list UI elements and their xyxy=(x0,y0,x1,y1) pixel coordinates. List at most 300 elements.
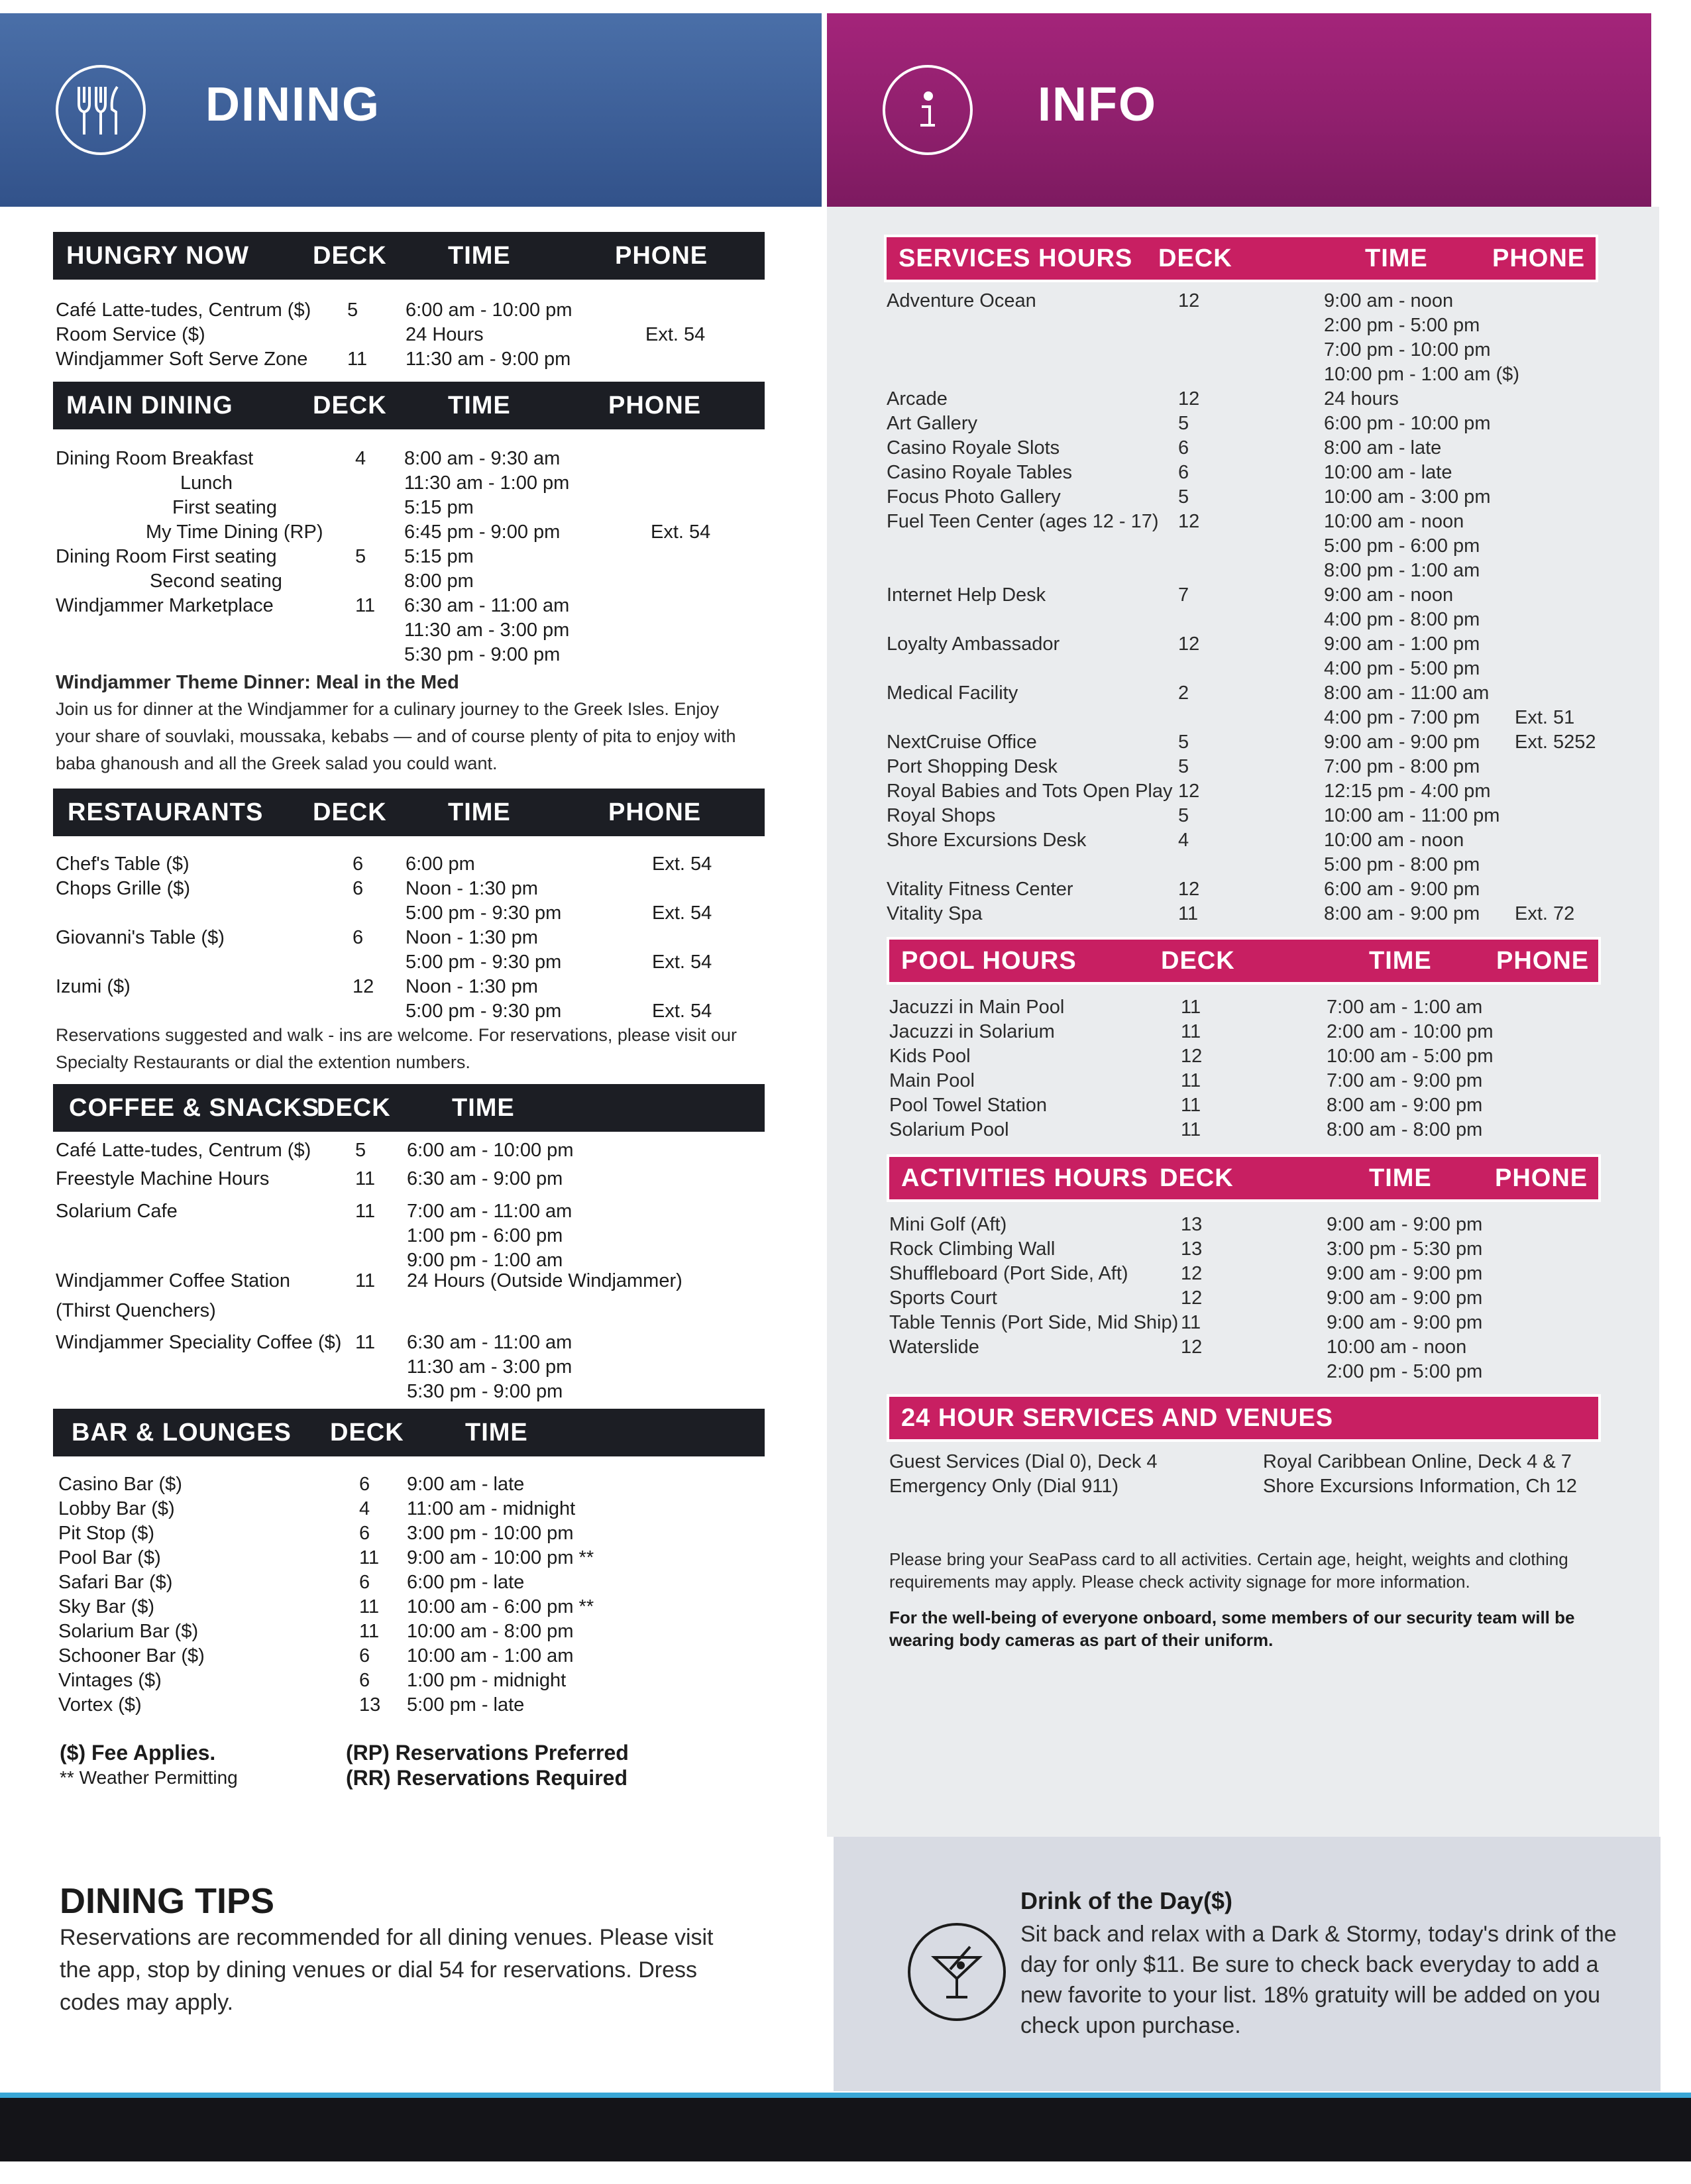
cell-time: 8:00 pm xyxy=(404,571,474,592)
cell-name: Izumi ($) xyxy=(56,976,131,997)
table-row xyxy=(56,926,765,950)
table-row xyxy=(56,950,765,975)
cell-time: 6:30 am - 11:00 am xyxy=(407,1332,573,1353)
cell-deck: 11 xyxy=(1181,1095,1201,1116)
cell-time: 11:30 am - 9:00 pm xyxy=(406,349,571,370)
table-row xyxy=(887,534,1596,559)
table-row xyxy=(56,569,765,594)
cell-deck: 11 xyxy=(355,1201,376,1222)
cell-deck: 11 xyxy=(1181,1021,1201,1042)
cell-time: 6:00 am - 9:00 pm xyxy=(1324,879,1480,900)
cell-deck: 12 xyxy=(1181,1046,1203,1067)
seapass-note: Please bring your SeaPass card to all activities. Certain age, height, weights and clothing requirements may apply. Please check activity signage for more information. xyxy=(889,1549,1568,1592)
cell-name: Solarium Bar ($) xyxy=(58,1621,199,1642)
cell-time: 8:00 am - 11:00 am xyxy=(1324,682,1490,704)
table-row xyxy=(887,828,1596,853)
cell-time: 9:00 am - 9:00 pm xyxy=(1327,1263,1483,1284)
cell-deck: 5 xyxy=(1178,805,1189,826)
cell-deck: 5 xyxy=(355,1140,366,1161)
cell-time: 5:15 pm xyxy=(404,546,474,567)
hungry-now-header: HUNGRY NOW DECK TIME PHONE xyxy=(53,232,765,280)
restaurants-list xyxy=(56,852,765,1024)
cell-time: 10:00 am - 5:00 pm xyxy=(1327,1046,1494,1067)
cell-deck: 11 xyxy=(347,349,368,370)
cell-deck: 12 xyxy=(1178,633,1200,655)
cell-time: 5:00 pm - 6:00 pm xyxy=(1324,535,1480,557)
cell-deck: 6 xyxy=(1178,462,1189,483)
table-row xyxy=(58,1668,765,1693)
cell-phone: Ext. 54 xyxy=(652,952,712,973)
table-row xyxy=(889,1093,1598,1118)
cell-phone: Ext. 54 xyxy=(652,853,712,875)
cell-deck: 4 xyxy=(1178,830,1189,851)
legend-rr: (RR) Reservations Required xyxy=(346,1766,627,1790)
cell-time: 8:00 am - 9:00 pm xyxy=(1324,903,1480,924)
table-row xyxy=(887,730,1596,755)
info-title: INFO xyxy=(1038,78,1157,131)
cell-deck: 12 xyxy=(1181,1263,1203,1284)
cell-deck: 11 xyxy=(355,1332,376,1353)
cell-time: 9:00 am - 9:00 pm xyxy=(1324,732,1480,753)
cell-time: 9:00 am - 9:00 pm xyxy=(1327,1312,1483,1333)
cell-deck: 5 xyxy=(355,546,366,567)
cell-name: Windjammer Marketplace xyxy=(56,595,274,616)
cell-deck: 11 xyxy=(355,1168,376,1189)
cell-deck: 5 xyxy=(347,300,358,321)
cell-deck: 6 xyxy=(359,1572,370,1593)
cell-time: 5:30 pm - 9:00 pm xyxy=(407,1381,563,1402)
cell-name: Casino Royale Slots xyxy=(887,437,1060,459)
legend-rp: (RP) Reservations Preferred xyxy=(346,1741,629,1765)
cell-time: 4:00 pm - 8:00 pm xyxy=(1324,609,1480,630)
cell-name: Café Latte-tudes, Centrum ($) xyxy=(56,300,311,321)
cell-deck: 11 xyxy=(1181,1312,1201,1333)
cell-time: 5:00 pm - late xyxy=(407,1694,525,1716)
cell-name: My Time Dining (RP) xyxy=(146,521,323,543)
cell-deck: 12 xyxy=(1178,290,1200,311)
cell-time: 9:00 pm - 1:00 am xyxy=(407,1250,563,1271)
cell-name: Table Tennis (Port Side, Mid Ship) xyxy=(889,1312,1179,1333)
cell-name: Vitality Fitness Center xyxy=(887,879,1073,900)
cell-phone: Ext. 54 xyxy=(645,324,706,345)
cell-name: Chops Grille ($) xyxy=(56,878,191,899)
cell-time: 8:00 pm - 1:00 am xyxy=(1324,560,1480,581)
cell-name: Waterslide xyxy=(889,1337,979,1358)
cell-time: 6:00 pm - 10:00 pm xyxy=(1324,413,1491,434)
table-row xyxy=(58,1693,765,1718)
cell-time: Noon - 1:30 pm xyxy=(406,976,538,997)
cell-time: 11:00 am - midnight xyxy=(407,1498,576,1519)
table-row xyxy=(887,706,1596,730)
list-item: Shore Excursions Information, Ch 12 xyxy=(1263,1476,1577,1497)
cell-time: 5:15 pm xyxy=(404,497,474,518)
cell-time: 24 hours xyxy=(1324,388,1399,410)
table-row xyxy=(889,1335,1598,1360)
cell-name: Casino Royale Tables xyxy=(887,462,1072,483)
cell-time: 7:00 am - 9:00 pm xyxy=(1327,1070,1483,1091)
table-row xyxy=(887,289,1596,313)
cell-name: Dining Room First seating xyxy=(56,546,277,567)
cell-time: 2:00 am - 10:00 pm xyxy=(1327,1021,1494,1042)
cell-time: 6:00 am - 10:00 pm xyxy=(407,1140,574,1161)
cell-name: Royal Shops xyxy=(887,805,996,826)
cell-phone: Ext. 72 xyxy=(1515,903,1575,924)
table-row xyxy=(56,618,765,643)
cell-time: 9:00 am - 1:00 pm xyxy=(1324,633,1480,655)
table-row xyxy=(56,496,765,520)
table-row xyxy=(56,877,765,901)
cell-deck: 7 xyxy=(1178,584,1189,606)
cell-time: 11:30 am - 1:00 pm xyxy=(404,472,570,494)
legend-weather: ** Weather Permitting xyxy=(60,1767,238,1788)
cell-deck: 12 xyxy=(1178,511,1200,532)
table-row xyxy=(889,1237,1598,1262)
cocktail-icon xyxy=(908,1923,1006,2021)
activities-hours-header: ACTIVITIES HOURS DECK TIME PHONE xyxy=(887,1154,1601,1202)
table-row xyxy=(56,471,765,496)
table-row xyxy=(887,681,1596,706)
table-row xyxy=(889,1069,1598,1093)
cell-deck: 11 xyxy=(359,1596,380,1617)
table-row xyxy=(56,1224,765,1248)
restaurants-header: RESTAURANTS DECK TIME PHONE xyxy=(53,789,765,836)
restaurants-note: Reservations suggested and walk - ins are welcome. For reservations, please visit our Specialty Restaurants or dial the extention numbers. xyxy=(56,1025,737,1072)
cell-deck: 13 xyxy=(1181,1238,1203,1260)
table-row xyxy=(56,1380,765,1404)
cell-deck: 6 xyxy=(359,1645,370,1666)
table-row xyxy=(887,755,1596,779)
cell-name: Jacuzzi in Solarium xyxy=(889,1021,1055,1042)
info-header xyxy=(827,13,1651,207)
table-row xyxy=(887,853,1596,877)
cell-time: 6:30 am - 9:00 pm xyxy=(407,1168,563,1189)
cell-name: Art Gallery xyxy=(887,413,977,434)
cell-time: 10:00 am - 1:00 am xyxy=(407,1645,574,1666)
cell-name: Windjammer Coffee Station xyxy=(56,1270,291,1291)
cell-deck: 11 xyxy=(1181,997,1201,1018)
cell-time: 24 Hours xyxy=(406,324,484,345)
cell-phone: Ext. 51 xyxy=(1515,707,1575,728)
cell-time: 5:00 pm - 9:30 pm xyxy=(406,1001,562,1022)
cell-name: Lobby Bar ($) xyxy=(58,1498,175,1519)
services-24-left xyxy=(889,1450,1247,1499)
table-row xyxy=(56,643,765,667)
table-row xyxy=(56,1269,765,1293)
table-row xyxy=(887,559,1596,583)
table-row xyxy=(887,411,1596,436)
table-row xyxy=(887,608,1596,632)
cell-time: 6:30 am - 11:00 am xyxy=(404,595,570,616)
cell-time: Noon - 1:30 pm xyxy=(406,878,538,899)
table-row xyxy=(887,461,1596,485)
legend-fee: ($) Fee Applies. xyxy=(60,1741,216,1765)
cell-name: Internet Help Desk xyxy=(887,584,1046,606)
cell-deck: 11 xyxy=(1181,1119,1201,1140)
cell-deck: 12 xyxy=(1181,1287,1203,1309)
table-row xyxy=(56,347,765,372)
cell-time: Noon - 1:30 pm xyxy=(406,927,538,948)
cell-time: 4:00 pm - 5:00 pm xyxy=(1324,658,1480,679)
cell-time: 3:00 pm - 10:00 pm xyxy=(407,1523,574,1544)
cell-deck: 5 xyxy=(1178,413,1189,434)
cell-time: 3:00 pm - 5:30 pm xyxy=(1327,1238,1483,1260)
cell-name: Main Pool xyxy=(889,1070,975,1091)
table-row xyxy=(56,1199,765,1224)
info-icon xyxy=(883,65,973,155)
cell-deck: 6 xyxy=(359,1474,370,1495)
table-row xyxy=(887,804,1596,828)
table-row xyxy=(887,387,1596,411)
cell-deck: 11 xyxy=(355,1270,376,1291)
table-row xyxy=(889,1360,1598,1384)
cell-deck: 12 xyxy=(1181,1337,1203,1358)
cell-time: 7:00 pm - 10:00 pm xyxy=(1324,339,1491,360)
cell-time: 9:00 am - late xyxy=(407,1474,525,1495)
cell-name: Room Service ($) xyxy=(56,324,205,345)
cell-name: Shore Excursions Desk xyxy=(887,830,1087,851)
cell-name: Focus Photo Gallery xyxy=(887,486,1061,508)
cell-name: Windjammer Speciality Coffee ($) xyxy=(56,1332,342,1353)
cell-name: Pit Stop ($) xyxy=(58,1523,155,1544)
theme-dinner-text: Join us for dinner at the Windjammer for a culinary journey to the Greek Isles. Enjoy your share of souvlaki, moussaka, kebabs — and of course plenty of pita to enjoy with baba ghanoush and all the Greek salad you could want. xyxy=(56,699,736,773)
table-row xyxy=(56,999,765,1024)
cell-time: 9:00 am - noon xyxy=(1324,290,1454,311)
cell-name: Sports Court xyxy=(889,1287,997,1309)
table-row xyxy=(887,902,1596,926)
table-row xyxy=(887,779,1596,804)
cell-time: 6:45 pm - 9:00 pm xyxy=(404,521,561,543)
pool-list xyxy=(889,995,1598,1142)
security-note: For the well-being of everyone onboard, some members of our security team will be wearing body cameras as part of their uniform. xyxy=(889,1608,1575,1650)
table-row xyxy=(887,362,1596,387)
cell-name: Casino Bar ($) xyxy=(58,1474,182,1495)
services-list xyxy=(887,289,1596,926)
cell-name: Royal Babies and Tots Open Play xyxy=(887,781,1173,802)
table-row xyxy=(889,1213,1598,1237)
table-row xyxy=(56,852,765,877)
cell-time: 2:00 pm - 5:00 pm xyxy=(1324,315,1480,336)
table-row xyxy=(56,1138,765,1163)
table-row xyxy=(887,510,1596,534)
table-row xyxy=(887,338,1596,362)
cell-name: Jacuzzi in Main Pool xyxy=(889,997,1065,1018)
cell-deck: 6 xyxy=(1178,437,1189,459)
table-row xyxy=(887,485,1596,510)
table-row xyxy=(56,1355,765,1380)
cell-deck: 6 xyxy=(353,927,364,948)
cell-name: (Thirst Quenchers) xyxy=(56,1300,216,1321)
cell-time: 10:00 am - 8:00 pm xyxy=(407,1621,574,1642)
cell-name: Mini Golf (Aft) xyxy=(889,1214,1007,1235)
cell-deck: 13 xyxy=(1181,1214,1203,1235)
cell-time: 8:00 am - 9:30 am xyxy=(404,448,561,469)
cell-time: 10:00 am - noon xyxy=(1324,830,1464,851)
table-row xyxy=(887,657,1596,681)
main-dining-header: MAIN DINING DECK TIME PHONE xyxy=(53,382,765,429)
table-row xyxy=(887,877,1596,902)
cell-deck: 5 xyxy=(1178,732,1189,753)
bar-lounges-list xyxy=(58,1472,765,1718)
cell-name: Medical Facility xyxy=(887,682,1018,704)
dining-tips-title: DINING TIPS xyxy=(60,1881,275,1921)
cell-time: 5:00 pm - 9:30 pm xyxy=(406,952,562,973)
cell-name: Shuffleboard (Port Side, Aft) xyxy=(889,1263,1128,1284)
table-row xyxy=(889,1044,1598,1069)
table-row xyxy=(56,545,765,569)
drink-title: Drink of the Day($) xyxy=(1020,1887,1233,1914)
table-row xyxy=(887,436,1596,461)
table-row xyxy=(889,1311,1598,1335)
table-row xyxy=(58,1521,765,1546)
cell-time: 11:30 am - 3:00 pm xyxy=(404,620,570,641)
table-row xyxy=(58,1619,765,1644)
table-row xyxy=(56,901,765,926)
cell-name: Schooner Bar ($) xyxy=(58,1645,205,1666)
table-row xyxy=(58,1497,765,1521)
cell-time: 8:00 am - late xyxy=(1324,437,1442,459)
table-row xyxy=(58,1472,765,1497)
table-row xyxy=(56,447,765,471)
table-row xyxy=(58,1595,765,1619)
cell-name: Rock Climbing Wall xyxy=(889,1238,1056,1260)
theme-dinner-title: Windjammer Theme Dinner: Meal in the Med xyxy=(56,672,459,693)
cell-name: Vortex ($) xyxy=(58,1694,142,1716)
table-row xyxy=(56,323,765,347)
cell-name: Solarium Cafe xyxy=(56,1201,178,1222)
cell-time: 1:00 pm - 6:00 pm xyxy=(407,1225,563,1246)
services-hours-header: SERVICES HOURS DECK TIME PHONE xyxy=(884,235,1598,282)
cell-name: Fuel Teen Center (ages 12 - 17) xyxy=(887,511,1159,532)
cell-time: 10:00 am - 3:00 pm xyxy=(1324,486,1491,508)
table-row xyxy=(56,1167,765,1191)
main-dining-list xyxy=(56,447,765,667)
cell-name: Giovanni's Table ($) xyxy=(56,927,225,948)
cell-time: 10:00 am - noon xyxy=(1324,511,1464,532)
cell-deck: 13 xyxy=(359,1694,381,1716)
cell-name: Freestyle Machine Hours xyxy=(56,1168,270,1189)
table-row xyxy=(889,995,1598,1020)
cell-name: Adventure Ocean xyxy=(887,290,1036,311)
cell-name: Safari Bar ($) xyxy=(58,1572,173,1593)
list-item: Guest Services (Dial 0), Deck 4 xyxy=(889,1451,1158,1472)
table-row xyxy=(56,594,765,618)
table-row xyxy=(58,1644,765,1668)
cell-deck: 6 xyxy=(353,853,364,875)
footer-bar xyxy=(0,2098,1691,2161)
cell-name: Port Shopping Desk xyxy=(887,756,1058,777)
cell-name: Vintages ($) xyxy=(58,1670,162,1691)
cell-time: 5:00 pm - 8:00 pm xyxy=(1324,854,1480,875)
cell-phone: Ext. 54 xyxy=(651,521,711,543)
cell-time: 10:00 am - 6:00 pm ** xyxy=(407,1596,594,1617)
cell-name: Kids Pool xyxy=(889,1046,971,1067)
cell-time: 9:00 am - 10:00 pm ** xyxy=(407,1547,594,1568)
cell-time: 6:00 am - 10:00 pm xyxy=(406,300,573,321)
table-row xyxy=(889,1118,1598,1142)
activities-list xyxy=(889,1213,1598,1384)
dining-header xyxy=(0,13,822,207)
cell-deck: 2 xyxy=(1178,682,1189,704)
cell-time: 7:00 am - 1:00 am xyxy=(1327,997,1483,1018)
cell-time: 6:00 pm xyxy=(406,853,475,875)
cell-time: 4:00 pm - 7:00 pm xyxy=(1324,707,1480,728)
cell-deck: 11 xyxy=(359,1621,380,1642)
cell-deck: 4 xyxy=(355,448,366,469)
cell-deck: 6 xyxy=(359,1523,370,1544)
services-24-right xyxy=(1263,1450,1594,1499)
cell-time: 6:00 pm - late xyxy=(407,1572,525,1593)
table-row xyxy=(889,1262,1598,1286)
hungry-now-list xyxy=(56,298,765,372)
bar-lounges-header: BAR & LOUNGES DECK TIME xyxy=(53,1409,765,1456)
cell-deck: 12 xyxy=(353,976,374,997)
cell-name: Second seating xyxy=(150,571,282,592)
cell-name: First seating xyxy=(172,497,277,518)
cell-name: Vitality Spa xyxy=(887,903,983,924)
cell-time: 10:00 am - noon xyxy=(1327,1337,1467,1358)
cell-deck: 11 xyxy=(355,595,376,616)
cell-name: Café Latte-tudes, Centrum ($) xyxy=(56,1140,311,1161)
cell-name: Sky Bar ($) xyxy=(58,1596,155,1617)
cell-deck: 6 xyxy=(353,878,364,899)
table-row xyxy=(56,1299,765,1323)
table-row xyxy=(889,1286,1598,1311)
cell-time: 11:30 am - 3:00 pm xyxy=(407,1356,573,1378)
utensils-icon xyxy=(56,65,146,155)
dining-tips-text: Reservations are recommended for all dining venues. Please visit the app, stop by dining venues or dial 54 for reservations. Dress codes may apply. xyxy=(60,1925,714,2015)
cell-name: Pool Towel Station xyxy=(889,1095,1048,1116)
cell-name: Lunch xyxy=(180,472,233,494)
cell-phone: Ext. 5252 xyxy=(1515,732,1596,753)
cell-time: 2:00 pm - 5:00 pm xyxy=(1327,1361,1483,1382)
cell-time: 24 Hours (Outside Windjammer) xyxy=(407,1270,682,1291)
cell-time: 9:00 am - 9:00 pm xyxy=(1327,1214,1483,1235)
cell-time: 10:00 am - late xyxy=(1324,462,1452,483)
drink-text: Sit back and relax with a Dark & Stormy, today's drink of the day for only $11. Be sure to check back everyday to add a new favorite to your list. 18% gratuity will be added on you check upon purchase. xyxy=(1020,1922,1617,2038)
table-row xyxy=(56,520,765,545)
table-row xyxy=(889,1020,1598,1044)
cell-deck: 5 xyxy=(1178,486,1189,508)
cell-time: 8:00 am - 9:00 pm xyxy=(1327,1095,1483,1116)
cell-deck: 12 xyxy=(1178,879,1200,900)
cell-name: Solarium Pool xyxy=(889,1119,1009,1140)
cell-time: 5:00 pm - 9:30 pm xyxy=(406,902,562,924)
footer-accent-line xyxy=(0,2093,1691,2098)
cell-name: Chef's Table ($) xyxy=(56,853,190,875)
dining-title: DINING xyxy=(205,78,380,131)
cell-time: 10:00 pm - 1:00 am ($) xyxy=(1324,364,1519,385)
cell-phone: Ext. 54 xyxy=(652,1001,712,1022)
cell-time: 8:00 am - 8:00 pm xyxy=(1327,1119,1483,1140)
cell-deck: 12 xyxy=(1178,388,1200,410)
table-row xyxy=(56,1331,765,1355)
cell-name: NextCruise Office xyxy=(887,732,1037,753)
cell-deck: 12 xyxy=(1178,781,1200,802)
table-row xyxy=(887,313,1596,338)
pool-hours-header: POOL HOURS DECK TIME PHONE xyxy=(887,937,1601,985)
services-24-header: 24 HOUR SERVICES AND VENUES xyxy=(887,1394,1601,1442)
cell-name: Arcade xyxy=(887,388,948,410)
cell-time: 9:00 am - 9:00 pm xyxy=(1327,1287,1483,1309)
table-row xyxy=(56,975,765,999)
cell-name: Pool Bar ($) xyxy=(58,1547,161,1568)
cell-time: 5:30 pm - 9:00 pm xyxy=(404,644,561,665)
cell-time: 7:00 pm - 8:00 pm xyxy=(1324,756,1480,777)
cell-time: 10:00 am - 11:00 pm xyxy=(1324,805,1500,826)
table-row xyxy=(56,298,765,323)
list-item: Emergency Only (Dial 911) xyxy=(889,1476,1118,1497)
cell-time: 7:00 am - 11:00 am xyxy=(407,1201,573,1222)
